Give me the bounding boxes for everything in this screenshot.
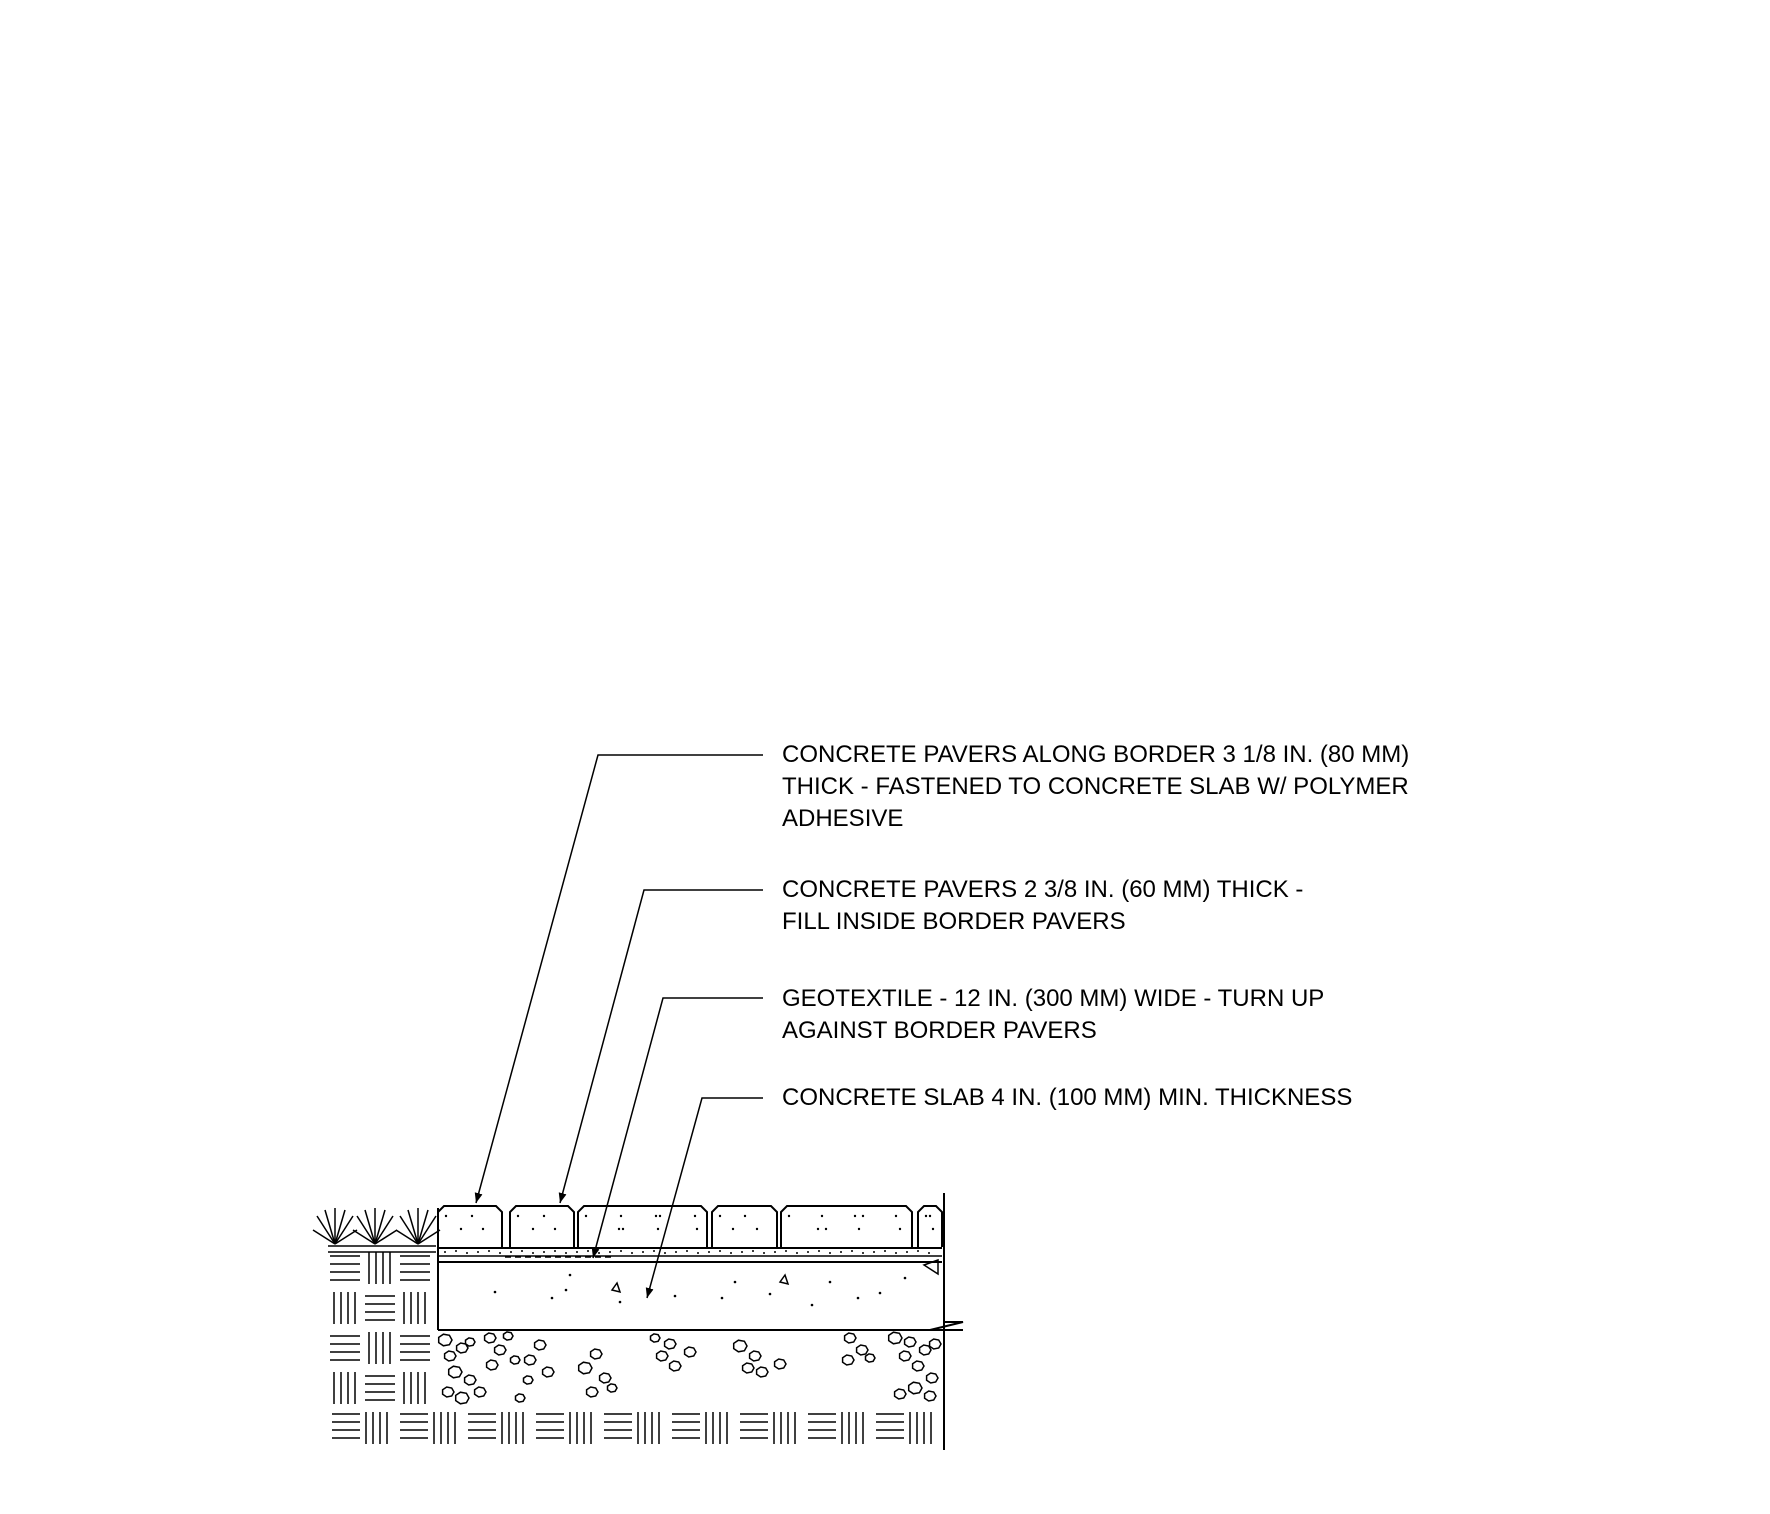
callout-border-pavers <box>782 739 1409 835</box>
callout-fill-pavers <box>782 874 1303 938</box>
break-line <box>930 1193 963 1450</box>
paver <box>918 1206 942 1247</box>
concrete-slab <box>438 1260 942 1330</box>
leader-fill-pavers <box>560 890 763 1203</box>
soil-hatch <box>328 1246 931 1444</box>
callout-line: THICK - FASTENED TO CONCRETE SLAB W/ POLYMER <box>782 773 1409 800</box>
sand-bed <box>438 1248 942 1256</box>
callout-line: CONCRETE PAVERS 2 3/8 IN. (60 MM) THICK - <box>782 876 1304 903</box>
callout-line: FILL INSIDE BORDER PAVERS <box>782 908 1126 935</box>
leader-geotextile <box>593 998 763 1258</box>
callout-line: GEOTEXTILE - 12 IN. (300 MM) WIDE - TURN UP <box>782 985 1325 1012</box>
callout-line: CONCRETE PAVERS ALONG BORDER 3 1/8 IN. (80 MM) <box>782 741 1410 768</box>
callout-geotextile <box>782 983 1324 1047</box>
callout-concrete-slab <box>782 1082 1352 1114</box>
paver <box>438 1206 502 1247</box>
callout-line: CONCRETE SLAB 4 IN. (100 MM) MIN. THICKNESS <box>782 1084 1353 1111</box>
paver <box>712 1206 777 1247</box>
grass-tufts <box>313 1208 440 1244</box>
callout-line: AGAINST BORDER PAVERS <box>782 1017 1097 1044</box>
leader-concrete-slab <box>647 1098 763 1298</box>
paver <box>510 1206 574 1247</box>
paver <box>781 1206 912 1247</box>
pavers <box>438 1206 942 1247</box>
callout-line: ADHESIVE <box>782 805 904 832</box>
gravel-base <box>439 1332 941 1404</box>
